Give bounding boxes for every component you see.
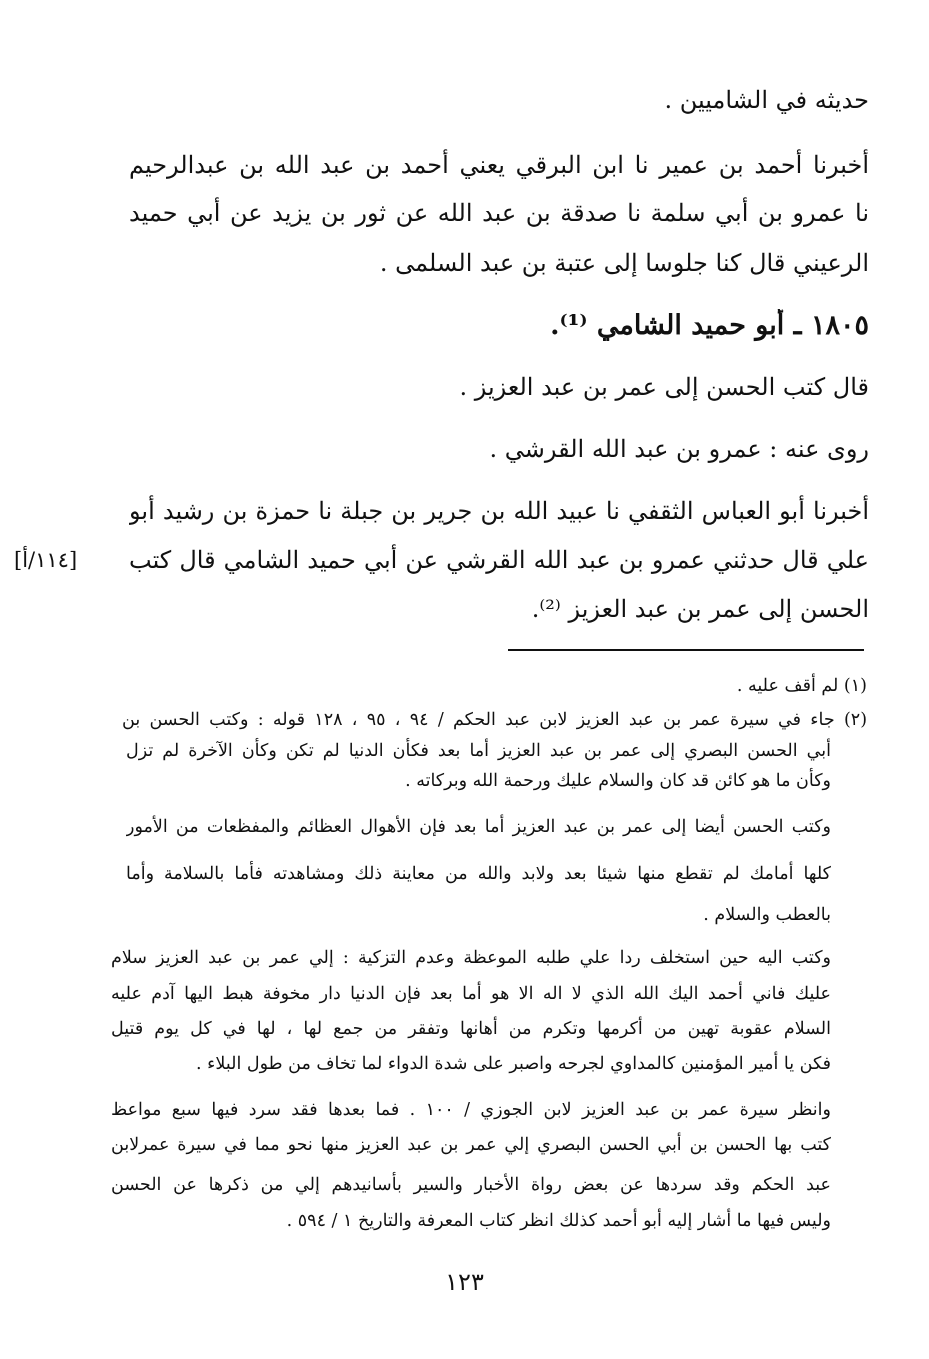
footnote-line: (١) لم أقف عليه .	[736, 676, 867, 696]
text-line: روى عنه : عمرو بن عبد الله القرشي .	[489, 435, 869, 463]
footnote-line: السلام عقوبة تهين من أكرمها وتكرم من أهانها وتفقر من جمع لها ، لها في كل يوم قتيل	[111, 1019, 831, 1039]
footnote-line: بالعطب والسلام .	[703, 905, 831, 925]
entry-heading: ١٨٠٥ ـ أبو حميد الشامي ⁽¹⁾.	[550, 310, 869, 341]
text-line: نا عمرو بن أبي سلمة نا صدقة بن عبد الله عن ثور بن يزيد عن أبي حميد	[129, 199, 869, 227]
text-line: علي قال حدثني عمرو بن عبد الله القرشي عن أبي حميد الشامي قال كتب	[129, 546, 869, 574]
page-number: ١٢٣	[445, 1268, 484, 1296]
footnote-line: وكأن ما هو كائن قد كان والسلام عليك ورحمة الله وبركاته .	[405, 771, 831, 791]
footnote-line: وكتب اليه حين استخلف ردا علي طلبه الموعظة وعدم التزكية : إلي عمر بن عبد العزيز سلام	[111, 948, 831, 968]
footnote-line: وكتب الحسن أيضا إلى عمر بن عبد العزيز أما بعد فإن الأهوال العظائم والمفظعات من الأمور	[126, 817, 831, 837]
footnote-separator	[508, 649, 864, 651]
text-line: الحسن إلى عمر بن عبد العزيز ⁽²⁾.	[531, 595, 869, 623]
footnote-line: عليك فاني أحمد اليك الله الذي لا اله الا هو أما بعد فإن الدنيا دار مخوفة هبط اليها آدم عليه	[111, 984, 831, 1004]
footnote-line: كتب بها الحسن بن أبي الحسن البصري إلي عمر بن عبد العزيز منها نحو مما في سيرة عمرلابن	[111, 1135, 831, 1155]
footnote-line: فكن يا أمير المؤمنين كالمداوي لجرحه واصبر على شدة الدواء لما تخاف من طول البلاء .	[196, 1054, 831, 1074]
text-line: حديثه في الشاميين .	[664, 86, 869, 114]
footnote-line: عبد الحكم وقد سردها عن بعض رواة الأخبار والسير بأسانيدهم إلي من ذكرها عن الحسن	[111, 1175, 831, 1195]
text-line: أخبرنا أبو العباس الثقفي نا عبيد الله بن جرير بن جبلة نا حمزة بن رشيد أبو	[129, 497, 869, 525]
text-line: أخبرنا أحمد بن عمير نا ابن البرقي يعني أحمد بن عبد الله بن عبدالرحيم	[129, 151, 869, 179]
folio-margin-note: [١١٤/أ]	[14, 548, 78, 572]
text-line: قال كتب الحسن إلى عمر بن عبد العزيز .	[459, 373, 869, 401]
footnote-line: (٢) جاء في سيرة عمر بن عبد العزيز لابن عبد الحكم / ٩٤ ، ٩٥ ، ١٢٨ قوله : وكتب الحسن بن	[122, 710, 867, 730]
footnote-line: كلها أمامك لم تقطع منها شيئا بعد ولابد والله من معاينة ذلك ومشاهدته فأما بالسلامة وأما	[126, 864, 831, 884]
footnote-line: وليس فيها ما أشار إليه أبو أحمد كذلك انظر كتاب المعرفة والتاريخ ١ / ٥٩٤ .	[286, 1211, 831, 1231]
footnote-line: وانظر سيرة عمر بن عبد العزيز لابن الجوزي / ١٠٠ . فما بعدها فقد سرد فيها سبع مواعظ	[111, 1100, 831, 1120]
text-line: الرعيني قال كنا جلوسا إلى عتبة بن عبد السلمى .	[379, 249, 869, 277]
footnote-line: أبي الحسن البصري إلى عمر بن عبد العزيز أما بعد فكأن الدنيا لم تكن وكأن الآخرة لم تزل	[126, 741, 831, 761]
